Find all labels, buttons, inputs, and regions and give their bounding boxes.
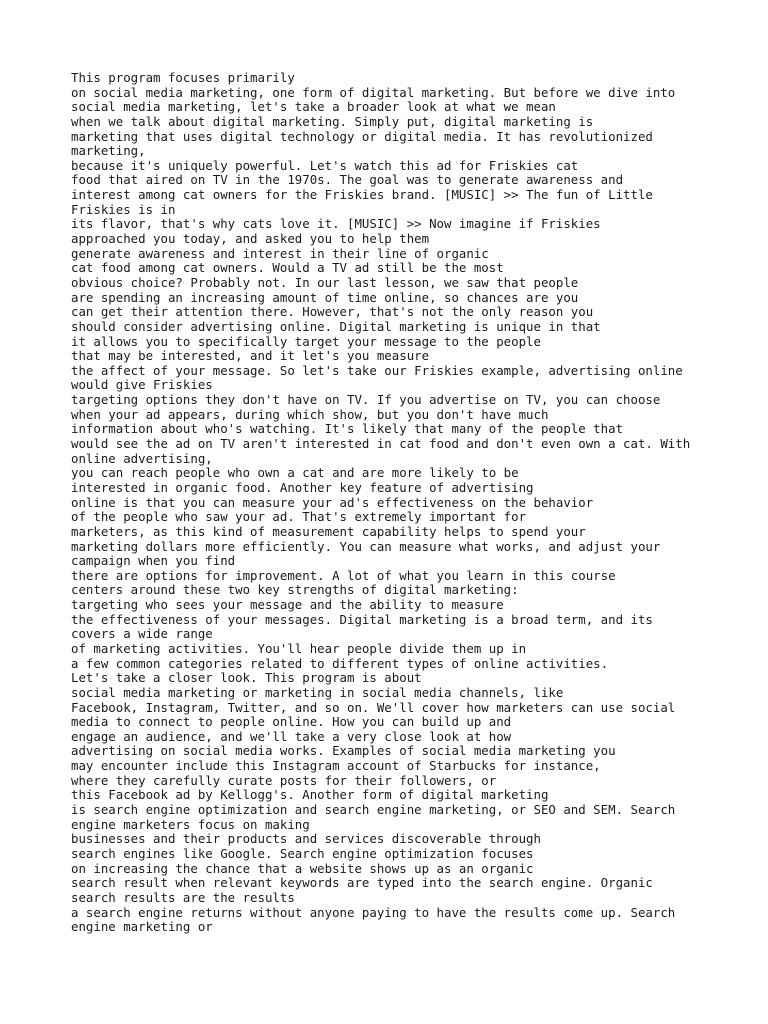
text-line: there are options for improvement. A lot of what you learn in this course <box>71 567 616 583</box>
text-line: online is that you can measure your ad's effectiveness on the behavior <box>71 494 594 510</box>
text-line: on increasing the chance that a website shows up as an organic <box>71 860 534 876</box>
text-line: this Facebook ad by Kellogg's. Another form of digital marketing <box>71 787 549 803</box>
text-line: engage an audience, and we'll take a very close look at how <box>71 728 512 744</box>
text-line: advertising on social media works. Examples of social media marketing you <box>71 743 616 759</box>
text-line: campaign when you find <box>71 553 236 569</box>
text-line: search engines like Google. Search engine optimization focuses <box>71 845 534 861</box>
text-line: can get their attention there. However, that's not the only reason you <box>71 304 594 320</box>
text-line: targeting who sees your message and the ability to measure <box>71 597 504 613</box>
text-line: of marketing activities. You'll hear people divide them up in <box>71 640 527 656</box>
text-line: on social media marketing, one form of digital marketing. But before we dive into <box>71 84 676 100</box>
text-line: the effectiveness of your messages. Digital marketing is a broad term, and its <box>71 611 653 627</box>
text-line: Let's take a closer look. This program is about <box>71 670 422 686</box>
text-line: media to connect to people online. How you can build up and <box>71 714 512 730</box>
text-line: This program focuses primarily <box>71 70 295 85</box>
text-line: is search engine optimization and search engine marketing, or SEO and SEM. Search <box>71 802 676 818</box>
text-line: covers a wide range <box>71 626 213 642</box>
text-line: of the people who saw your ad. That's extremely important for <box>71 509 527 525</box>
document-body <box>71 71 711 935</box>
text-line: Facebook, Instagram, Twitter, and so on. We'll cover how marketers can use social <box>71 699 676 715</box>
text-line: Friskies is in <box>71 201 176 217</box>
text-line: marketers, as this kind of measurement capability helps to spend your <box>71 523 586 539</box>
text-line: would give Friskies <box>71 377 213 393</box>
text-line: search results are the results <box>71 889 295 905</box>
text-line: social media marketing, let's take a broader look at what we mean <box>71 99 556 115</box>
text-line: a search engine returns without anyone paying to have the results come up. Search <box>71 904 676 920</box>
text-line: engine marketing or <box>71 919 213 935</box>
text-line: businesses and their products and services discoverable through <box>71 831 541 847</box>
text-line: that may be interested, and it let's you measure <box>71 348 430 364</box>
text-line: it allows you to specifically target your message to the people <box>71 333 541 349</box>
text-line: are spending an increasing amount of time online, so chances are you <box>71 289 579 305</box>
text-line: when we talk about digital marketing. Simply put, digital marketing is <box>71 113 594 129</box>
text-line: should consider advertising online. Digital marketing is unique in that <box>71 318 601 334</box>
text-line: interested in organic food. Another key feature of advertising <box>71 479 534 495</box>
text-line: where they carefully curate posts for their followers, or <box>71 772 497 788</box>
text-line: food that aired on TV in the 1970s. The goal was to generate awareness and <box>71 172 624 188</box>
text-line: a few common categories related to different types of online activities. <box>71 655 609 671</box>
text-line: online advertising, <box>71 450 213 466</box>
text-line: centers around these two key strengths of digital marketing: <box>71 582 519 598</box>
text-line: targeting options they don't have on TV. If you advertise on TV, you can choose <box>71 392 661 408</box>
text-line: search result when relevant keywords are typed into the search engine. Organic <box>71 875 653 891</box>
text-line: cat food among cat owners. Would a TV ad still be the most <box>71 260 504 276</box>
text-line: its flavor, that's why cats love it. [MUSIC] >> Now imagine if Friskies <box>71 216 601 232</box>
text-line: social media marketing or marketing in social media channels, like <box>71 684 564 700</box>
text-line: generate awareness and interest in their line of organic <box>71 245 489 261</box>
text-line: because it's uniquely powerful. Let's watch this ad for Friskies cat <box>71 157 579 173</box>
text-line: obvious choice? Probably not. In our last lesson, we saw that people <box>71 274 579 290</box>
text-line: marketing dollars more efficiently. You can measure what works, and adjust your <box>71 538 661 554</box>
text-line: marketing, <box>71 143 146 159</box>
text-line: you can reach people who own a cat and are more likely to be <box>71 465 519 481</box>
text-line: may encounter include this Instagram account of Starbucks for instance, <box>71 758 601 774</box>
text-line: marketing that uses digital technology or digital media. It has revolutionized <box>71 128 653 144</box>
text-line: interest among cat owners for the Friskies brand. [MUSIC] >> The fun of Little <box>71 187 653 203</box>
text-line: the affect of your message. So let's take our Friskies example, advertising online <box>71 362 683 378</box>
text-line: engine marketers focus on making <box>71 816 310 832</box>
text-line: when your ad appears, during which show, but you don't have much <box>71 406 549 422</box>
text-line: approached you today, and asked you to help them <box>71 231 430 247</box>
text-line: information about who's watching. It's likely that many of the people that <box>71 421 624 437</box>
text-line: would see the ad on TV aren't interested in cat food and don't even own a cat. With <box>71 436 691 452</box>
